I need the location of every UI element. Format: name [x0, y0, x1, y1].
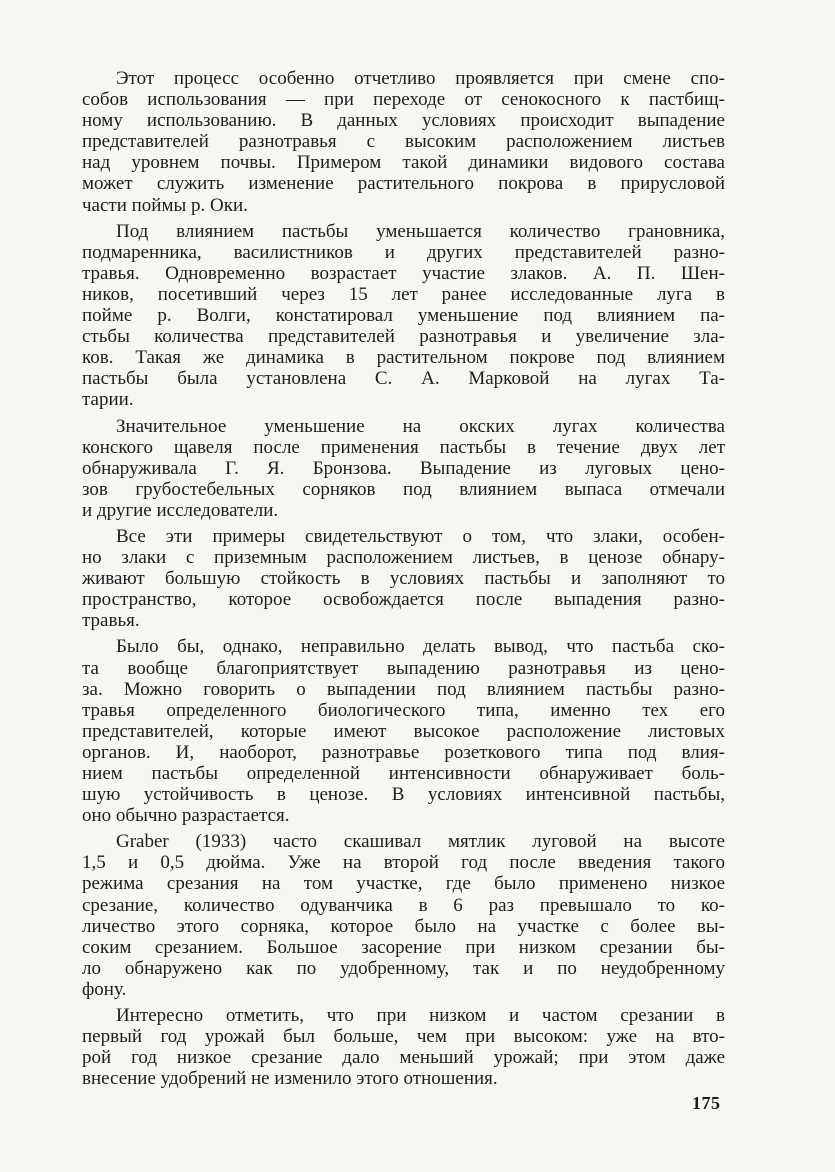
text-line: та вообще благоприятствует выпадению разнотравья из цено- — [82, 657, 725, 679]
text-line: представителей, которые имеют высокое расположение листовых — [82, 720, 725, 742]
paragraph — [82, 831, 725, 1000]
text-line: травья. Одновременно возрастает участие злаков. А. П. Шен- — [82, 262, 725, 284]
text-line: Под влиянием пастьбы уменьшается количество грановника, — [116, 220, 725, 242]
text-line: оно обычно разрастается. — [82, 805, 290, 827]
paragraph — [82, 636, 725, 826]
paragraph — [82, 1005, 725, 1089]
text-line: режима срезания на том участке, где было применено низкое — [82, 873, 725, 895]
text-line: пространство, которое освобождается после выпадения разно- — [82, 589, 725, 611]
text-line: собов использования — при переходе от сенокосного к пастбищ- — [82, 89, 725, 111]
text-line: срезание, количество одуванчика в 6 раз превышало то ко- — [82, 894, 725, 916]
text-line: соким срезанием. Большое засорение при низком срезании бы- — [82, 936, 725, 958]
text-line: внесение удобрений не изменило этого отношения. — [82, 1068, 498, 1090]
paragraph — [82, 68, 725, 216]
text-line: представителей разнотравья с высоким расположением листьев — [82, 131, 725, 153]
text-line: ников, посетивший через 15 лет ранее исследованные луга в — [82, 283, 725, 305]
text-line: пойме р. Волги, констатировал уменьшение под влиянием па- — [82, 305, 725, 327]
text-line: пастьбы была установлена С. А. Марковой на лугах Та- — [82, 368, 725, 390]
text-line: первый год урожай был больше, чем при высоком: уже на вто- — [82, 1026, 725, 1048]
text-line: может служить изменение растительного покрова в прирусловой — [82, 173, 725, 195]
page-number: 175 — [692, 1093, 721, 1113]
text-line: ло обнаружено как по удобренному, так и по неудобренному — [82, 957, 725, 979]
text-line: ков. Такая же динамика в растительном покрове под влиянием — [82, 347, 725, 369]
text-line: ному использованию. В данных условиях происходит выпадение — [82, 110, 725, 132]
text-line: травья определенного биологического типа, именно тех его — [82, 699, 725, 721]
paragraph — [82, 526, 725, 631]
text-line: конского щавеля после применения пастьбы в течение двух лет — [82, 436, 725, 458]
text-line: шую устойчивость в ценозе. В условиях интенсивной пастьбы, — [82, 784, 725, 806]
text-line: тарии. — [82, 389, 134, 411]
text-line: 1,5 и 0,5 дюйма. Уже на второй год после введения такого — [82, 852, 725, 874]
text-line: Интересно отметить, что при низком и частом срезании в — [116, 1005, 725, 1027]
body-text — [82, 68, 725, 1094]
text-line: Было бы, однако, неправильно делать вывод, что пастьба ско- — [116, 636, 725, 658]
text-line: стьбы количества представителей разнотравья и увеличение зла- — [82, 326, 725, 348]
text-line: и другие исследователи. — [82, 499, 279, 521]
text-line: нием пастьбы определенной интенсивности обнаруживает боль- — [82, 763, 725, 784]
text-line: Значительное уменьшение на окских лугах количества — [116, 415, 725, 437]
text-line: живают большую стойкость в условиях пастьбы и заполняют то — [82, 568, 725, 590]
text-line: но злаки с приземным расположением листьев, в ценозе обнару- — [82, 547, 725, 569]
text-line: Все эти примеры свидетельствуют о том, что злаки, особен- — [116, 525, 725, 547]
text-line: над уровнем почвы. Примером такой динамики видового состава — [82, 152, 725, 174]
paragraph — [82, 416, 725, 521]
text-line: органов. И, наоборот, разнотравье розеткового типа под влия- — [82, 741, 725, 763]
text-line: обнаруживала Г. Я. Бронзова. Выпадение из луговых цено- — [82, 457, 725, 479]
text-line: части поймы р. Оки. — [82, 194, 248, 216]
text-line: зов грубостебельных сорняков под влиянием выпаса отмечали — [82, 478, 725, 500]
text-line: Этот процесс особенно отчетливо проявляется при смене спо- — [116, 68, 725, 89]
text-line: фону. — [82, 978, 127, 1000]
text-line: рой год низкое срезание дало меньший урожай; при этом даже — [82, 1047, 725, 1069]
text-line: за. Можно говорить о выпадении под влиянием пастьбы разно- — [82, 678, 725, 700]
text-line: травья. — [82, 610, 140, 632]
text-line: подмаренника, василистников и других представителей разно- — [82, 241, 725, 263]
text-line: Graber (1933) часто скашивал мятлик луговой на высоте — [116, 831, 725, 853]
text-line: личество этого сорняка, которое было на участке с более вы- — [82, 915, 725, 937]
paragraph — [82, 221, 725, 411]
